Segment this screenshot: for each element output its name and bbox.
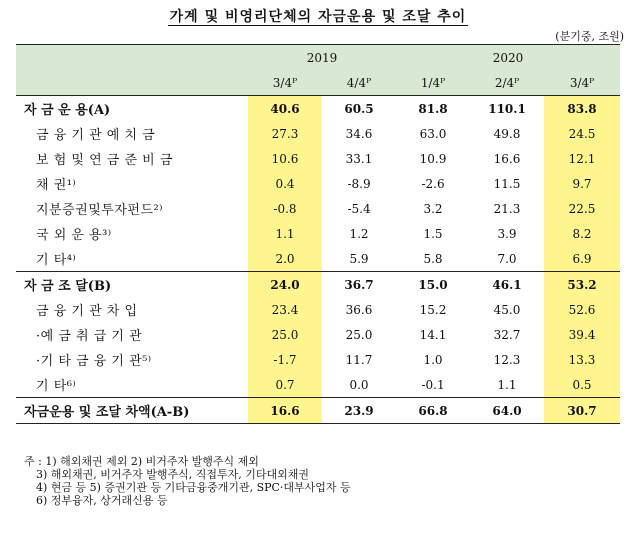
- cell-value: 8.2: [544, 221, 620, 246]
- cell-value: 14.1: [419, 327, 447, 342]
- cell-value: 0.7: [248, 372, 322, 398]
- header-corner: [16, 45, 248, 96]
- cell-value: 5.9: [349, 251, 369, 266]
- cell-value: 12.3: [493, 352, 521, 367]
- cell-value: -8.9: [347, 176, 371, 191]
- quarter-header: 2/4ᴾ: [470, 70, 544, 96]
- cell-value: 5.8: [423, 251, 443, 266]
- cell-value: 24.5: [544, 121, 620, 146]
- table-row: [16, 347, 620, 372]
- row-label: ·예 금 취 급 기 관: [36, 329, 143, 344]
- cell-value: 45.0: [493, 302, 521, 317]
- cell-value: 24.0: [248, 272, 322, 298]
- cell-value: 25.0: [248, 322, 322, 347]
- row-label: 채 권¹⁾: [36, 178, 77, 193]
- cell-value: 0.0: [349, 377, 369, 392]
- cell-value: 0.5: [544, 372, 620, 398]
- cell-value: 15.2: [419, 302, 447, 317]
- table-row: [16, 272, 620, 298]
- cell-value: 12.1: [544, 146, 620, 171]
- year-2020: 2020: [396, 45, 620, 71]
- cell-value: -1.7: [248, 347, 322, 372]
- row-label: ·기 타 금 융 기 관⁵⁾: [36, 354, 152, 369]
- footnotes: [24, 455, 624, 507]
- flow-of-funds-table: [16, 44, 620, 424]
- cell-value: -2.6: [421, 176, 445, 191]
- row-label: 보 험 및 연 금 준 비 금: [36, 153, 173, 168]
- cell-value: 0.4: [248, 171, 322, 196]
- cell-value: 16.6: [493, 151, 521, 166]
- cell-value: 15.0: [396, 272, 470, 298]
- cell-value: -5.4: [347, 201, 371, 216]
- footnote-line: 3) 해외채권, 비거주자 발행주식, 직접투자, 기타대외채권: [36, 468, 310, 481]
- row-label: 금 융 기 관 예 치 금: [36, 128, 156, 143]
- row-label: 지분증권및투자펀드²⁾: [36, 203, 163, 218]
- quarter-header: 3/4ᴾ: [248, 70, 322, 96]
- cell-value: 3.9: [497, 226, 517, 241]
- table-title: 가계 및 비영리단체의 자금운용 및 조달 추이: [169, 9, 467, 25]
- cell-value: 34.6: [345, 126, 373, 141]
- year-2019: 2019: [248, 45, 396, 71]
- table-row: [16, 322, 620, 347]
- table-row: [16, 121, 620, 146]
- cell-value: -0.8: [248, 196, 322, 221]
- cell-value: 39.4: [544, 322, 620, 347]
- cell-value: 21.3: [493, 201, 521, 216]
- cell-value: 16.6: [248, 398, 322, 424]
- cell-value: 6.9: [544, 246, 620, 272]
- cell-value: 1.0: [423, 352, 443, 367]
- cell-value: 110.1: [470, 96, 544, 122]
- row-label: 기 타⁶⁾: [36, 379, 77, 394]
- cell-value: 64.0: [470, 398, 544, 424]
- cell-value: 25.0: [345, 327, 373, 342]
- cell-value: 3.2: [423, 201, 443, 216]
- row-label: 자 금 조 달(B): [16, 272, 248, 298]
- cell-value: 1.5: [423, 226, 443, 241]
- cell-value: 22.5: [544, 196, 620, 221]
- row-label: 국 외 운 용³⁾: [36, 228, 112, 243]
- year-header-row: [16, 45, 620, 71]
- quarter-header: 1/4ᴾ: [396, 70, 470, 96]
- cell-value: 7.0: [497, 251, 517, 266]
- table-row: [16, 398, 620, 424]
- cell-value: 66.8: [396, 398, 470, 424]
- cell-value: 60.5: [322, 96, 396, 122]
- quarter-header: 4/4ᴾ: [322, 70, 396, 96]
- row-label: 자 금 운 용(A): [16, 96, 248, 122]
- cell-value: 36.6: [345, 302, 373, 317]
- cell-value: 1.2: [349, 226, 369, 241]
- table-row: [16, 246, 620, 272]
- table-row: [16, 297, 620, 322]
- cell-value: 11.5: [493, 176, 521, 191]
- cell-value: 33.1: [345, 151, 373, 166]
- table-row: [16, 372, 620, 398]
- cell-value: 2.0: [248, 246, 322, 272]
- cell-value: 40.6: [248, 96, 322, 122]
- table-row: [16, 196, 620, 221]
- row-label: 기 타⁴⁾: [36, 253, 77, 268]
- cell-value: 1.1: [248, 221, 322, 246]
- cell-value: 30.7: [544, 398, 620, 424]
- cell-value: 53.2: [544, 272, 620, 298]
- footnote-line: 주 : 1) 해외채권 제외 2) 비거주자 발행주식 제외: [24, 455, 259, 468]
- unit-label: (분기중, 조원): [555, 30, 624, 43]
- cell-value: 49.8: [493, 126, 521, 141]
- cell-value: 32.7: [493, 327, 521, 342]
- table-row: [16, 96, 620, 122]
- cell-value: 52.6: [544, 297, 620, 322]
- row-label: 금 융 기 관 차 입: [36, 304, 138, 319]
- cell-value: 36.7: [322, 272, 396, 298]
- table-row: [16, 221, 620, 246]
- cell-value: 27.3: [248, 121, 322, 146]
- footnote-line: 6) 정부융자, 상거래신용 등: [36, 494, 168, 507]
- cell-value: -0.1: [421, 377, 445, 392]
- cell-value: 10.9: [419, 151, 447, 166]
- cell-value: 13.3: [544, 347, 620, 372]
- row-label: 자금운용 및 조달 차액(A-B): [16, 398, 248, 424]
- cell-value: 81.8: [396, 96, 470, 122]
- cell-value: 23.9: [322, 398, 396, 424]
- table-row: [16, 146, 620, 171]
- cell-value: 23.4: [248, 297, 322, 322]
- footnote-line: 4) 현금 등 5) 증권기관 등 기타금융중개기관, SPC·대부사업자 등: [36, 481, 351, 494]
- cell-value: 10.6: [248, 146, 322, 171]
- cell-value: 1.1: [497, 377, 517, 392]
- cell-value: 46.1: [470, 272, 544, 298]
- quarter-header: 3/4ᴾ: [544, 70, 620, 96]
- cell-value: 9.7: [544, 171, 620, 196]
- table-row: [16, 171, 620, 196]
- cell-value: 83.8: [544, 96, 620, 122]
- cell-value: 11.7: [345, 352, 373, 367]
- cell-value: 63.0: [419, 126, 447, 141]
